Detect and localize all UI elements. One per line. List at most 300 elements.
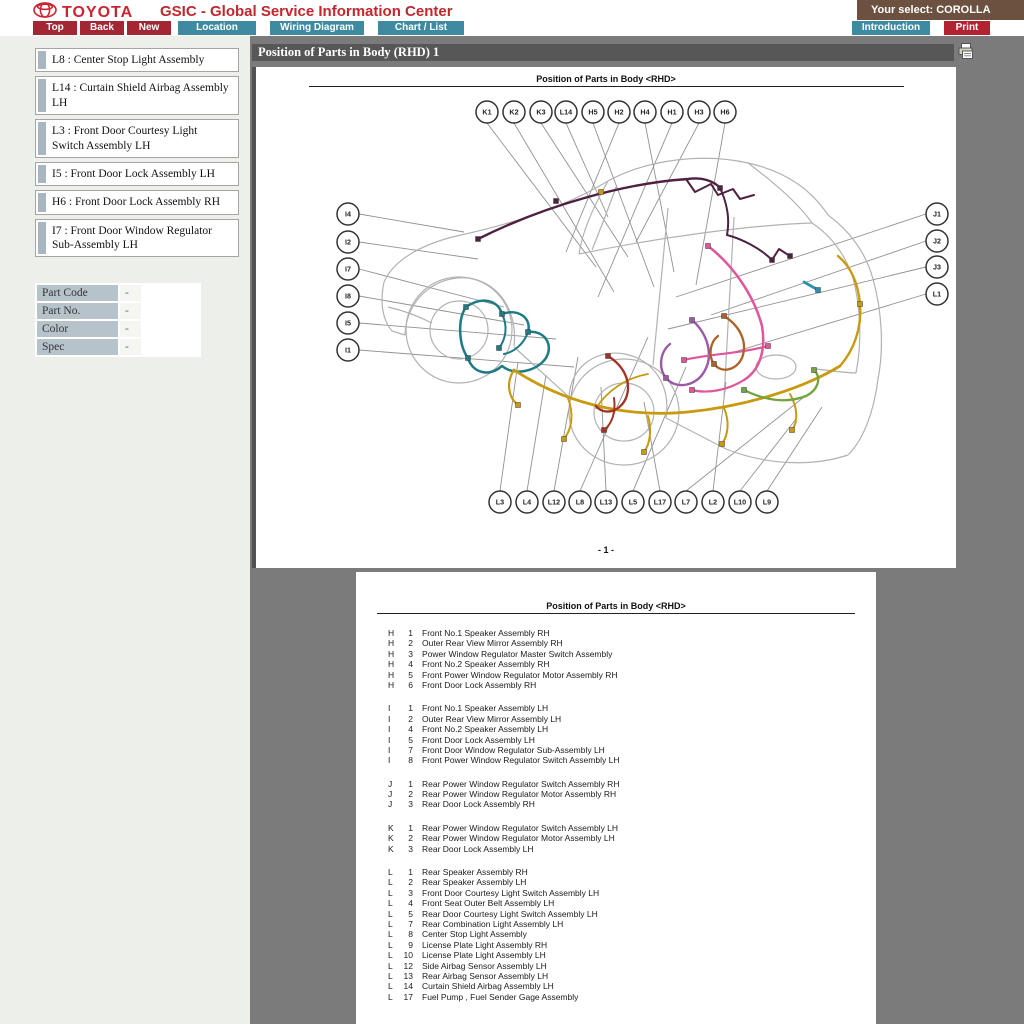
toyota-logo	[33, 2, 133, 23]
nav-chart-list-button[interactable]: Chart / List	[378, 21, 464, 35]
leader-line-I8	[359, 296, 524, 325]
connector	[742, 388, 747, 393]
part-name: Front No.2 Speaker Assembly LH	[422, 724, 549, 735]
svg-text:L8: L8	[575, 497, 585, 507]
part-name: Front Seat Outer Belt Assembly LH	[422, 898, 555, 909]
rear-riser	[838, 256, 860, 366]
part-name: Rear Speaker Assembly RH	[422, 867, 528, 878]
connector	[526, 330, 531, 335]
part-number: 4	[408, 659, 413, 670]
connector	[642, 450, 647, 455]
connector	[706, 244, 711, 249]
part-number: 8	[408, 929, 413, 940]
part-name: Front Power Window Regulator Motor Assembly RH	[422, 669, 618, 680]
main-content	[250, 36, 1024, 1024]
callout-H4[interactable]	[634, 101, 656, 123]
svg-text:K2: K2	[509, 107, 519, 117]
part-item-tab	[38, 165, 46, 183]
part-number: 3	[408, 799, 413, 810]
part-number: 2	[408, 638, 413, 649]
part-letter: L	[388, 991, 393, 1002]
callout-I8[interactable]	[337, 285, 359, 307]
connector	[599, 190, 604, 195]
leader-line-K2	[514, 123, 614, 292]
leader-line-H6	[696, 123, 725, 285]
toyota-emblem-icon	[33, 2, 57, 23]
connector	[812, 368, 817, 373]
part-item-label: I5 : Front Door Lock Assembly LH	[52, 167, 215, 180]
svg-text:J2: J2	[933, 236, 941, 246]
part-letter: H	[388, 648, 395, 659]
fuel-harness-2	[604, 398, 615, 430]
part-number: 1	[408, 822, 413, 833]
callout-L8[interactable]	[569, 491, 591, 513]
part-item-label: L3 : Front Door Courtesy Light Switch Assembly LH	[52, 125, 198, 152]
part-item-tab	[38, 222, 46, 255]
part-number: 3	[408, 887, 413, 898]
nav-center-group	[178, 21, 464, 35]
parts-list-row	[388, 929, 876, 939]
callout-L3[interactable]	[489, 491, 511, 513]
callout-L12[interactable]	[543, 491, 565, 513]
leader-line-L4	[527, 375, 546, 491]
part-letter: L	[388, 887, 393, 898]
part-name: License Plate Light Assembly LH	[422, 950, 546, 961]
part-letter: J	[388, 778, 393, 789]
leader-line-L13	[601, 387, 606, 491]
callout-L4[interactable]	[516, 491, 538, 513]
part-letter: L	[388, 867, 393, 878]
part-name: Rear Power Window Regulator Motor Assembly RH	[422, 789, 617, 800]
part-number: 10	[403, 950, 413, 961]
part-number: 2	[408, 877, 413, 888]
svg-text:L13: L13	[599, 497, 613, 507]
callout-L7[interactable]	[675, 491, 697, 513]
svg-text:L5: L5	[628, 497, 638, 507]
svg-text:L10: L10	[733, 497, 747, 507]
svg-text:L7: L7	[681, 497, 691, 507]
part-letter: L	[388, 960, 393, 971]
svg-text:I5: I5	[345, 318, 351, 328]
part-letter: L	[388, 877, 393, 888]
nav-right-group	[852, 21, 990, 35]
part-letter: I	[388, 755, 391, 766]
callout-K2[interactable]	[503, 101, 525, 123]
detail-row-spec	[37, 339, 199, 355]
parts-group-L	[388, 867, 876, 1002]
detail-row-part-no	[37, 303, 199, 319]
part-detail-table	[35, 283, 201, 357]
svg-text:I4: I4	[345, 209, 351, 219]
part-number: 7	[408, 744, 413, 755]
svg-text:I1: I1	[345, 345, 351, 355]
part-name: Front Door Window Regulator Sub-Assembly LH	[422, 744, 605, 755]
part-name: Rear Power Window Regulator Switch Assembly RH	[422, 778, 620, 789]
callout-L1[interactable]	[926, 283, 948, 305]
rear-door-harness-3	[692, 380, 744, 392]
part-letter: L	[388, 939, 393, 950]
part-letter: L	[388, 970, 393, 981]
part-number: 4	[408, 898, 413, 909]
part-letter: L	[388, 950, 393, 961]
part-number: 5	[408, 734, 413, 745]
parts-list-row	[388, 844, 876, 854]
parts-list-row	[388, 898, 876, 908]
parts-list-row	[388, 981, 876, 991]
callout-H2[interactable]	[608, 101, 630, 123]
callout-H5[interactable]	[582, 101, 604, 123]
part-letter: H	[388, 628, 395, 638]
detail-label: Part No.	[37, 303, 118, 319]
callout-I7[interactable]	[337, 258, 359, 280]
connector	[858, 302, 863, 307]
svg-text:L9: L9	[762, 497, 772, 507]
callout-L13[interactable]	[595, 491, 617, 513]
part-letter: K	[388, 843, 394, 854]
connector	[788, 254, 793, 259]
part-name: Rear Combination Light Assembly LH	[422, 918, 564, 929]
part-number: 9	[408, 939, 413, 950]
part-number: 1	[408, 778, 413, 789]
parts-list-row	[388, 714, 876, 724]
introduction-button[interactable]: Introduction	[852, 21, 930, 35]
parts-list-row	[388, 940, 876, 950]
parts-group-K	[388, 823, 876, 854]
svg-text:L4: L4	[522, 497, 532, 507]
detail-label: Spec	[37, 339, 118, 355]
svg-text:L12: L12	[547, 497, 561, 507]
svg-text:H3: H3	[694, 107, 704, 117]
callout-H1[interactable]	[661, 101, 683, 123]
svg-text:I8: I8	[345, 291, 351, 301]
part-letter: L	[388, 908, 393, 919]
trunk-harness	[744, 370, 818, 400]
part-name: Front Door Courtesy Light Switch Assembly LH	[422, 887, 600, 898]
diagram-page	[252, 67, 956, 568]
part-letter: I	[388, 734, 391, 745]
part-number: 5	[408, 669, 413, 680]
part-number: 2	[408, 789, 413, 800]
detail-value: -	[120, 285, 141, 301]
connector	[712, 362, 717, 367]
connector	[770, 258, 775, 263]
front-door-stub-1	[499, 314, 506, 348]
part-letter: L	[388, 918, 393, 929]
connector	[790, 428, 795, 433]
svg-text:L2: L2	[708, 497, 718, 507]
parts-list-row	[388, 961, 876, 971]
part-number: 12	[403, 960, 413, 971]
part-item-tab	[38, 193, 46, 211]
part-number: 13	[403, 970, 413, 981]
sidebar-part-item[interactable]	[35, 48, 239, 72]
svg-text:H2: H2	[614, 107, 624, 117]
connector	[690, 388, 695, 393]
callout-I5[interactable]	[337, 312, 359, 334]
roof-harness-drop	[720, 188, 772, 260]
part-name: Front No.2 Speaker Assembly RH	[422, 659, 550, 670]
parts-group-H	[388, 628, 876, 690]
parts-group-J	[388, 779, 876, 810]
leader-line-H2	[566, 123, 619, 252]
parts-list-row	[388, 703, 876, 713]
part-name: Outer Rear View Mirror Assembly LH	[422, 713, 562, 724]
parts-list-row	[388, 755, 876, 765]
svg-text:L1: L1	[932, 289, 942, 299]
parts-list-row	[388, 724, 876, 734]
car-outline	[666, 418, 848, 463]
part-letter: L	[388, 981, 393, 992]
your-select-banner: Your select: COROLLA	[857, 0, 1024, 20]
connector	[562, 437, 567, 442]
car-outline	[384, 158, 881, 455]
parts-list-row	[388, 735, 876, 745]
floor-front-hook	[509, 370, 518, 405]
part-name: Curtain Shield Airbag Assembly LH	[422, 981, 554, 992]
connector	[766, 344, 771, 349]
parts-list-row	[388, 867, 876, 877]
part-number: 8	[408, 755, 413, 766]
nav-wiring-diagram-button[interactable]: Wiring Diagram	[270, 21, 364, 35]
svg-text:H1: H1	[667, 107, 677, 117]
sidebar-part-links	[0, 36, 250, 257]
detail-label: Part Code	[37, 285, 118, 301]
parts-list	[388, 628, 876, 1002]
page-title: GSIC - Global Service Information Center	[160, 3, 453, 20]
nav-new-button[interactable]: New	[127, 21, 171, 35]
sidebar-part-item[interactable]	[35, 162, 239, 186]
part-number: 2	[408, 713, 413, 724]
callout-J3[interactable]	[926, 256, 948, 278]
parts-list-row	[388, 877, 876, 887]
part-number: 5	[408, 908, 413, 919]
leader-line-J1	[676, 214, 926, 297]
part-name: Rear Door Lock Assembly LH	[422, 843, 534, 854]
connector	[664, 376, 669, 381]
parts-list-row	[388, 745, 876, 755]
part-letter: K	[388, 822, 394, 833]
nav-top-button[interactable]: Top	[33, 21, 77, 35]
parts-list-page	[356, 572, 876, 1024]
parts-list-row	[388, 888, 876, 898]
callout-L2[interactable]	[702, 491, 724, 513]
connector	[722, 314, 727, 319]
parts-list-row	[388, 823, 876, 833]
car-outline	[653, 208, 668, 365]
part-number: 4	[408, 724, 413, 735]
connector	[476, 237, 481, 242]
parts-list-row	[388, 628, 876, 638]
callout-L9[interactable]	[756, 491, 778, 513]
svg-text:L14: L14	[559, 107, 573, 117]
floor-branch-3	[722, 408, 728, 444]
svg-text:J3: J3	[933, 262, 941, 272]
car-outline	[579, 223, 812, 254]
svg-text:L3: L3	[495, 497, 505, 507]
callout-H6[interactable]	[714, 101, 736, 123]
connector	[690, 318, 695, 323]
svg-text:H5: H5	[588, 107, 598, 117]
parts-list-row	[388, 670, 876, 680]
parts-list-row	[388, 833, 876, 843]
page-number: - 1 -	[597, 545, 614, 555]
connector	[500, 312, 505, 317]
detail-value: -	[120, 321, 141, 337]
leader-line-L2	[713, 382, 726, 491]
part-number: 1	[408, 703, 413, 714]
sidebar	[0, 36, 250, 1024]
svg-text:H6: H6	[720, 107, 730, 117]
parts-list-row	[388, 950, 876, 960]
connector	[606, 354, 611, 359]
part-letter: H	[388, 659, 395, 670]
part-name: Rear Door Courtesy Light Switch Assembly LH	[422, 908, 598, 919]
leader-line-I4	[359, 214, 464, 232]
sidebar-part-item[interactable]	[35, 119, 239, 158]
car-outline	[592, 187, 616, 250]
part-name: Rear Airbag Sensor Assembly LH	[422, 970, 549, 981]
content-title-bar: Position of Parts in Body (RHD) 1	[252, 44, 954, 61]
detail-row-part-code	[37, 285, 199, 301]
detail-value: -	[120, 303, 141, 319]
connector	[720, 442, 725, 447]
nav-location-button[interactable]: Location	[178, 21, 256, 35]
connector	[497, 346, 502, 351]
part-name: License Plate Light Assembly RH	[422, 939, 548, 950]
part-name: Front No.1 Speaker Assembly RH	[422, 628, 550, 638]
callout-I4[interactable]	[337, 203, 359, 225]
nav-back-button[interactable]: Back	[80, 21, 124, 35]
connector	[718, 186, 723, 191]
callout-I1[interactable]	[337, 339, 359, 361]
callout-J2[interactable]	[926, 230, 948, 252]
callout-H3[interactable]	[688, 101, 710, 123]
part-letter: I	[388, 713, 391, 724]
printer-icon[interactable]	[958, 43, 976, 64]
part-name: Outer Rear View Mirror Assembly RH	[422, 638, 563, 649]
part-item-label: H6 : Front Door Lock Assembly RH	[52, 196, 221, 209]
sidebar-part-item[interactable]	[35, 190, 239, 214]
parts-list-row	[388, 659, 876, 669]
part-letter: I	[388, 724, 391, 735]
part-name: Side Airbag Sensor Assembly LH	[422, 960, 547, 971]
part-item-label: L8 : Center Stop Light Assembly	[52, 54, 205, 66]
connector	[554, 199, 559, 204]
detail-value: -	[120, 339, 141, 355]
part-letter: I	[388, 744, 391, 755]
sidebar-part-item[interactable]	[35, 76, 239, 115]
svg-text:L17: L17	[653, 497, 667, 507]
callout-L14[interactable]	[555, 101, 577, 123]
svg-text:J1: J1	[933, 209, 941, 219]
parts-list-row	[388, 680, 876, 690]
part-number: 3	[408, 843, 413, 854]
connector	[682, 358, 687, 363]
part-letter: J	[388, 789, 393, 800]
part-letter: H	[388, 638, 395, 649]
callout-I2[interactable]	[337, 231, 359, 253]
detail-label: Color	[37, 321, 118, 337]
leader-line-I2	[359, 242, 478, 259]
part-name: Rear Speaker Assembly LH	[422, 877, 527, 888]
leader-line-K1	[487, 123, 596, 267]
print-button[interactable]: Print	[944, 21, 990, 35]
svg-text:H4: H4	[640, 107, 650, 117]
part-item-tab	[38, 122, 46, 155]
leader-line-L10	[740, 419, 796, 491]
part-number: 3	[408, 648, 413, 659]
callout-J1[interactable]	[926, 203, 948, 225]
leader-line-H1	[598, 123, 672, 297]
page2-title: Position of Parts in Body <RHD>	[377, 601, 855, 614]
svg-text:I7: I7	[345, 264, 351, 274]
part-number: 1	[408, 628, 413, 638]
svg-text:K1: K1	[482, 107, 492, 117]
leader-line-J3	[668, 267, 926, 329]
part-number: 7	[408, 918, 413, 929]
part-name: Fuel Pump , Fuel Sender Gage Assembly	[422, 991, 579, 1002]
part-name: Front Door Lock Assembly RH	[422, 679, 537, 690]
part-letter: J	[388, 799, 393, 810]
callout-K1[interactable]	[476, 101, 498, 123]
part-letter: I	[388, 703, 391, 714]
connector	[602, 428, 607, 433]
part-name: Front No.1 Speaker Assembly LH	[422, 703, 549, 714]
callout-L17[interactable]	[649, 491, 671, 513]
part-number: 17	[403, 991, 413, 1002]
part-item-label: I7 : Front Door Window Regulator Sub-Assembly LH	[52, 224, 212, 251]
connector	[816, 288, 821, 293]
detail-row-color	[37, 321, 199, 337]
car-outline	[748, 163, 812, 223]
part-number: 6	[408, 679, 413, 690]
parts-list-row	[388, 638, 876, 648]
part-name: Rear Door Lock Assembly RH	[422, 799, 535, 810]
parts-list-row	[388, 789, 876, 799]
callout-L10[interactable]	[729, 491, 751, 513]
part-name: Power Window Regulator Master Switch Assembly	[422, 648, 613, 659]
connector	[466, 356, 471, 361]
part-item-tab	[38, 51, 46, 69]
part-name: Rear Power Window Regulator Switch Assembly LH	[422, 822, 619, 833]
parts-list-row	[388, 649, 876, 659]
part-letter: K	[388, 833, 394, 844]
car-outline	[756, 355, 796, 379]
brand-text: TOYOTA	[62, 3, 134, 21]
part-item-tab	[38, 79, 46, 112]
svg-text:K3: K3	[536, 107, 546, 117]
page1-title: Position of Parts in Body <RHD>	[309, 74, 904, 87]
connector	[516, 403, 521, 408]
part-number: 14	[403, 981, 413, 992]
connector	[464, 305, 469, 310]
svg-text:I2: I2	[345, 237, 351, 247]
part-item-label: L14 : Curtain Shield Airbag Assembly LH	[52, 82, 229, 109]
parts-group-I	[388, 703, 876, 765]
floor-harness	[514, 366, 840, 413]
parts-list-row	[388, 919, 876, 929]
floor-branch-1	[564, 398, 571, 439]
part-letter: L	[388, 929, 393, 940]
roof-harness	[478, 178, 720, 239]
parts-list-row	[388, 799, 876, 809]
parts-list-row	[388, 779, 876, 789]
sidebar-part-item[interactable]	[35, 219, 239, 258]
part-letter: L	[388, 898, 393, 909]
callout-K3[interactable]	[530, 101, 552, 123]
callout-L5[interactable]	[622, 491, 644, 513]
part-number: 1	[408, 867, 413, 878]
